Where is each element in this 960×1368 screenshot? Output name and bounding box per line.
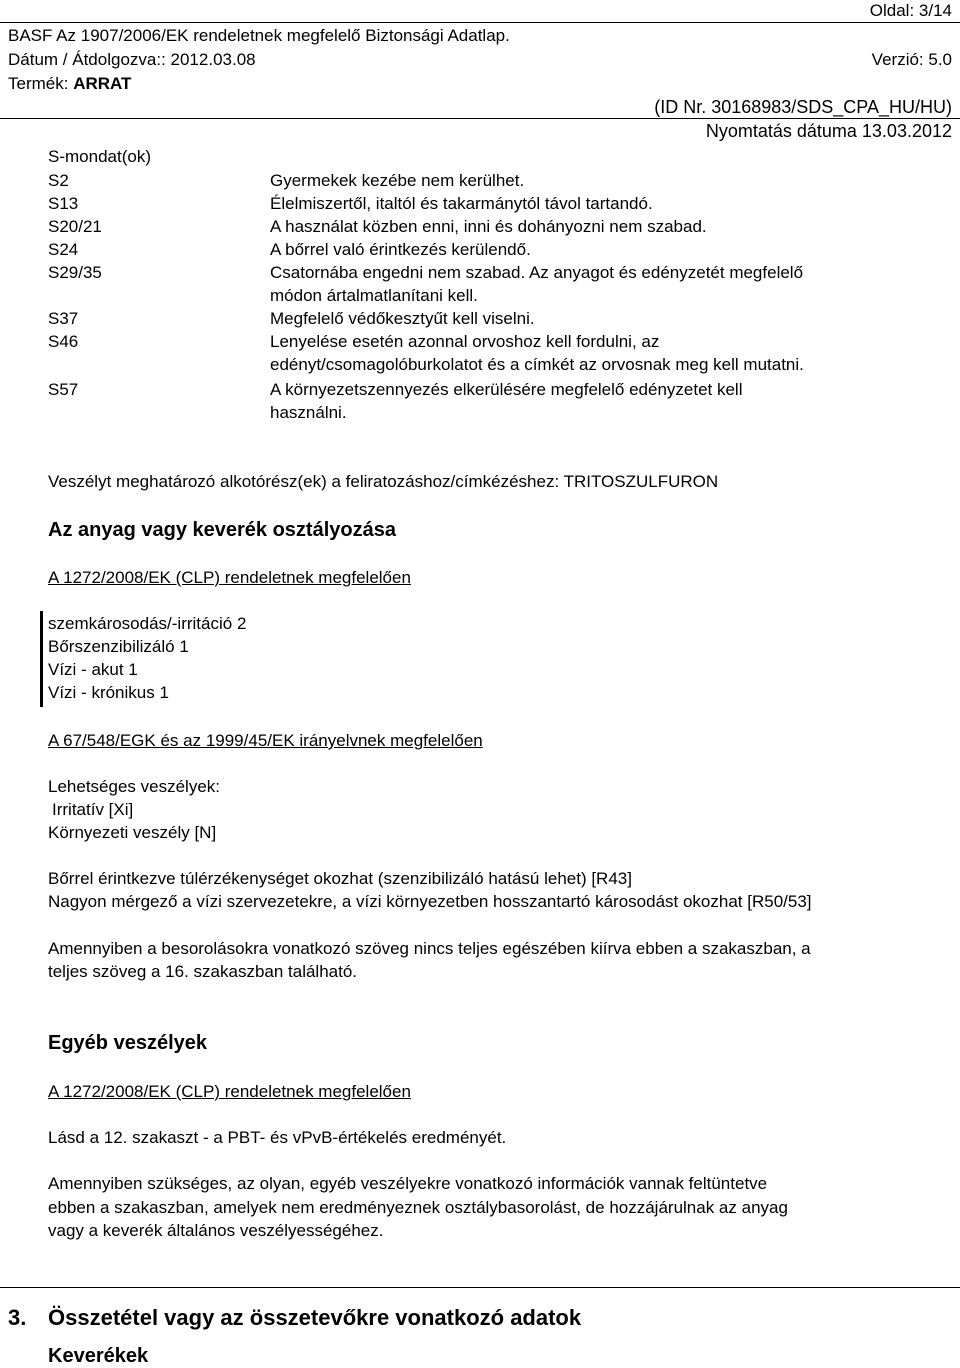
s-text: használni. bbox=[270, 403, 347, 422]
s-code: S46 bbox=[48, 332, 79, 351]
header-bottom-rule bbox=[0, 118, 960, 119]
classification-heading: Az anyag vagy keverék osztályozása bbox=[48, 519, 396, 541]
possible-hazards-label: Lehetséges veszélyek: bbox=[48, 777, 220, 796]
s-code: S13 bbox=[48, 194, 79, 213]
possible-hazard-item: Környezeti veszély [N] bbox=[48, 823, 217, 842]
other-clp-label: A 1272/2008/EK (CLP) rendeletnek megfelelően bbox=[48, 1082, 411, 1101]
product-name: ARRAT bbox=[73, 74, 132, 93]
version: Verzió: 5.0 bbox=[871, 50, 952, 69]
other-hazards-heading: Egyéb veszélyek bbox=[48, 1032, 207, 1054]
s-text: Gyermekek kezébe nem kerülhet. bbox=[270, 171, 525, 190]
s-text: edényt/csomagolóburkolatot és a címkét az orvosnak meg kell mutatni. bbox=[270, 355, 804, 374]
r-phrase: Nagyon mérgező a vízi szervezetekre, a vízi környezetben hosszantartó károsodást okozhat [R50/53] bbox=[48, 892, 812, 911]
document-title: BASF Az 1907/2006/EK rendeletnek megfelelő Biztonsági Adatlap. bbox=[8, 26, 510, 45]
s-code: S2 bbox=[48, 171, 69, 190]
hazard-determining-components: Veszélyt meghatározó alkotórész(ek) a feliratozáshoz/címkézéshez: TRITOSZULFURON bbox=[48, 472, 719, 491]
s-code: S24 bbox=[48, 240, 79, 259]
section-divider bbox=[0, 1287, 960, 1288]
classification-bracket bbox=[40, 611, 43, 707]
s-text: Megfelelő védőkesztyűt kell viselni. bbox=[270, 309, 535, 328]
s-text: A környezetszennyezés elkerülésére megfelelő edényzetet kell bbox=[270, 380, 743, 399]
s-code: S20/21 bbox=[48, 217, 102, 236]
print-date: Nyomtatás dátuma 13.03.2012 bbox=[705, 121, 952, 141]
s-text: Lenyelése esetén azonnal orvoshoz kell fordulni, az bbox=[270, 332, 660, 351]
classification-note: Amennyiben a besorolásokra vonatkozó szöveg nincs teljes egészében kiírva ebben a szakaszban, a bbox=[48, 939, 811, 958]
section-title: Összetétel vagy az összetevőkre vonatkozó adatok bbox=[48, 1305, 582, 1330]
clp-item: Vízi - krónikus 1 bbox=[48, 683, 169, 702]
clp-item: Bőrszenzibilizáló 1 bbox=[48, 637, 189, 656]
revision-date: Dátum / Átdolgozva:: 2012.03.08 bbox=[8, 50, 256, 69]
section-number: 3. bbox=[8, 1305, 27, 1330]
id-number: (ID Nr. 30168983/SDS_CPA_HU/HU) bbox=[654, 97, 952, 117]
s-text: A használat közben enni, inni és dohányozni nem szabad. bbox=[270, 217, 707, 236]
clp-regulation-label: A 1272/2008/EK (CLP) rendeletnek megfelelően bbox=[48, 568, 411, 587]
s-text: módon ártalmatlanítani kell. bbox=[270, 286, 478, 305]
section-subheading: Keverékek bbox=[48, 1345, 149, 1367]
pbt-reference: Lásd a 12. szakaszt - a PBT- és vPvB-értékelés eredményét. bbox=[48, 1128, 507, 1147]
directive-label: A 67/548/EGK és az 1999/45/EK irányelvnek megfelelően bbox=[48, 731, 483, 750]
other-hazards-note: Amennyiben szükséges, az olyan, egyéb veszélyekre vonatkozó információk vannak feltüntetve bbox=[48, 1174, 768, 1193]
possible-hazard-item: Irritatív [Xi] bbox=[52, 800, 134, 819]
classification-note: teljes szöveg a 16. szakaszban található. bbox=[48, 962, 358, 981]
s-phrases-heading: S-mondat(ok) bbox=[48, 147, 151, 166]
other-hazards-note: vagy a keverék általános veszélyességéhez. bbox=[48, 1221, 384, 1240]
s-code: S57 bbox=[48, 380, 79, 399]
other-hazards-note: ebben a szakaszban, amelyek nem eredményeznek osztálybasorolást, de hozzájárulnak az anyag bbox=[48, 1198, 788, 1217]
s-text: Élelmiszertől, italtól és takarmánytól távol tartandó. bbox=[270, 194, 653, 213]
product-label: Termék: bbox=[8, 74, 69, 93]
clp-item: Vízi - akut 1 bbox=[48, 660, 138, 679]
r-phrase: Bőrrel érintkezve túlérzékenységet okozhat (szenzibilizáló hatású lehet) [R43] bbox=[48, 869, 632, 888]
clp-item: szemkárosodás/-irritáció 2 bbox=[48, 614, 247, 633]
product-line bbox=[8, 73, 131, 95]
page-number: Oldal: 3/14 bbox=[869, 1, 952, 20]
header-top-rule bbox=[0, 22, 960, 23]
s-text: Csatornába engedni nem szabad. Az anyagot és edényzetét megfelelő bbox=[270, 263, 804, 282]
s-text: A bőrrel való érintkezés kerülendő. bbox=[270, 240, 531, 259]
s-code: S37 bbox=[48, 309, 79, 328]
s-code: S29/35 bbox=[48, 263, 102, 282]
